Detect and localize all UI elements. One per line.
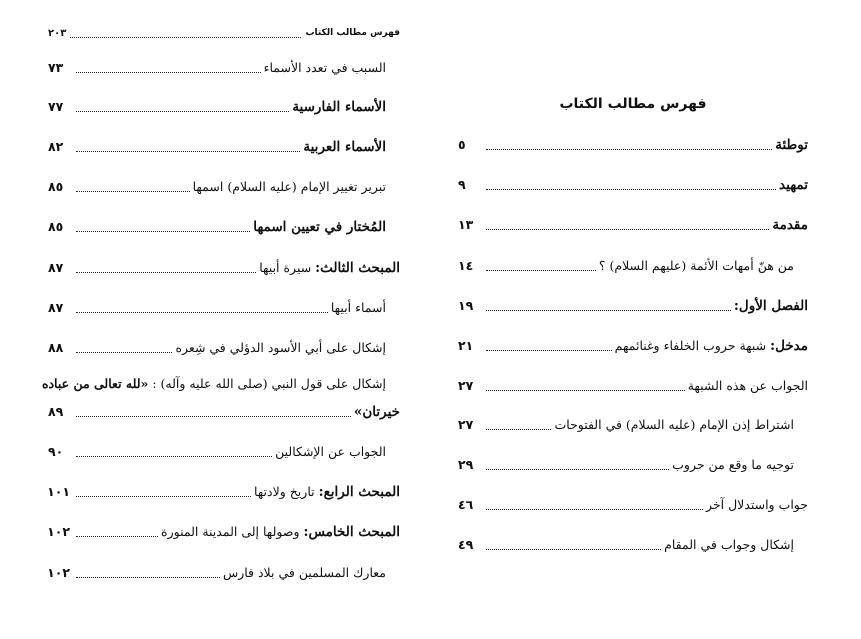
toc-entry-label [615, 336, 808, 356]
leader-dots [76, 416, 351, 417]
toc-entry[interactable] [48, 520, 400, 542]
leader-dots [486, 350, 612, 351]
leader-dots [486, 310, 731, 311]
toc-entry[interactable] [48, 336, 400, 358]
toc-entry-label [354, 402, 400, 422]
leader-dots [486, 149, 772, 150]
toc-entry[interactable] [458, 173, 808, 195]
toc-entry-page: ٨٥ [48, 219, 64, 234]
toc-entry-label: من هنّ أمهات الأئمة (عليهم السلام) ؟ [598, 258, 794, 273]
leader-dots [70, 28, 301, 38]
section-heading: المبحث الخامس: [303, 524, 400, 540]
toc-entry-page: ٧٧ [48, 99, 64, 114]
section-title: وصولها إلى المدينة المنورة [161, 524, 304, 539]
toc-entry-page: ٨٧ [48, 300, 64, 315]
toc-entry-page: ٩٠ [48, 444, 64, 459]
toc-entry-page: ١٩ [458, 298, 474, 313]
toc-entry-page: ٩ [458, 177, 466, 192]
toc-entry[interactable] [48, 215, 400, 237]
toc-entry[interactable] [458, 493, 808, 515]
toc-entry[interactable] [48, 56, 400, 78]
toc-entry[interactable] [48, 256, 400, 278]
leader-dots [76, 72, 261, 73]
toc-entry-page: ٢٧ [458, 417, 474, 432]
toc-entry-page: ٥ [458, 137, 466, 152]
toc-entry-label: السبب في تعدد الأسماء [263, 60, 386, 75]
toc-entry-page: ٨٧ [48, 260, 64, 275]
toc-entry-page: ٢٧ [458, 378, 474, 393]
toc-entry-label: أسماء أبيها [330, 300, 386, 315]
toc-entry[interactable] [458, 254, 808, 276]
section-heading: مدخل: [770, 338, 808, 354]
hadith-quote-end: خيرتان» [353, 404, 400, 420]
leader-dots [76, 272, 256, 273]
leader-dots [486, 270, 596, 271]
toc-entry-label: الجواب عن الإشكالين [275, 444, 386, 459]
toc-entry-page: ٤٦ [458, 497, 474, 512]
toc-entry-page: ٨٨ [48, 340, 64, 355]
page-title: فهرس مطالب الكتاب [559, 96, 707, 112]
leader-dots [486, 469, 669, 470]
leader-dots [76, 151, 300, 152]
leader-dots [76, 577, 220, 578]
section-title: تاريخ ولادتها [253, 484, 319, 499]
leader-dots [486, 509, 703, 510]
toc-entry-page: ٢١ [458, 338, 474, 353]
toc-entry-label: المُختار في تعيين اسمها [253, 219, 386, 235]
toc-entry-label: مقدمة [772, 217, 808, 233]
toc-entry-label: معارك المسلمين في بلاد فارس [222, 565, 386, 580]
toc-entry-page: ٢٩ [458, 457, 474, 472]
toc-entry[interactable] [48, 95, 400, 117]
toc-entry-page: ٨٢ [48, 139, 64, 154]
toc-entry[interactable] [48, 296, 400, 318]
toc-entry-page: ١٠٢ [47, 565, 70, 580]
toc-entry[interactable] [458, 294, 808, 316]
section-title: شبهة حروب الخلفاء وغنائمهم [614, 338, 771, 353]
leader-dots [486, 189, 776, 190]
toc-entry[interactable] [458, 533, 808, 555]
right-page [458, 0, 808, 639]
leader-dots [76, 231, 250, 232]
running-header [48, 24, 400, 42]
section-heading: المبحث الرابع: [318, 484, 400, 500]
toc-entry-label: اشتراط إذن الإمام (عليه السلام) في الفتوحات [554, 417, 794, 432]
running-header-page-number: ٢٠٣ [48, 27, 67, 39]
toc-entry-page: ٨٩ [48, 404, 64, 419]
toc-entry-page: ١٠١ [47, 484, 70, 499]
toc-entry-label: الفصل الأول: [733, 298, 808, 314]
leader-dots [486, 429, 551, 430]
toc-entry-page: ٧٣ [48, 60, 64, 75]
toc-entry[interactable] [458, 453, 808, 475]
toc-entry-label: توجيه ما وقع من حروب [672, 457, 794, 472]
toc-entry-wrapped-line1[interactable] [41, 374, 400, 394]
hadith-quote: «لله تعالى من عباده [41, 376, 149, 391]
toc-entry-page: ١٣ [458, 217, 474, 232]
toc-entry-label: جواب واستدلال آخر [706, 497, 808, 512]
toc-entry[interactable] [458, 374, 808, 396]
leader-dots [486, 229, 769, 230]
toc-entry-label: إشكال على أبي الأسود الدؤلي في شِعره [175, 340, 386, 355]
toc-entry-page: ١٤ [458, 258, 474, 273]
toc-entry-label [254, 482, 400, 502]
toc-entry-label: تبرير تغيير الإمام (عليه السلام) اسمها [192, 179, 386, 194]
toc-entry[interactable] [48, 440, 400, 462]
running-header-title: فهرس مطالب الكتاب [305, 28, 400, 38]
toc-entry-label: الجواب عن هذه الشبهة [687, 378, 808, 393]
leader-dots [486, 390, 685, 391]
leader-dots [76, 496, 251, 497]
toc-entry-page: ٤٩ [458, 537, 474, 552]
toc-entry[interactable] [48, 561, 400, 583]
leader-dots [76, 352, 172, 353]
left-page [41, 0, 400, 639]
toc-entry-label: الأسماء الفارسية [292, 99, 386, 115]
leader-dots [76, 456, 272, 457]
toc-entry[interactable] [458, 213, 808, 235]
toc-entry[interactable] [458, 413, 808, 435]
toc-entry[interactable] [48, 480, 400, 502]
section-title: سيرة أبيها [259, 260, 316, 275]
toc-entry-label: الأسماء العربية [303, 139, 386, 155]
leader-dots [486, 549, 661, 550]
toc-entry-label: تمهيد [779, 177, 808, 193]
toc-entry[interactable] [48, 175, 400, 197]
leader-dots [76, 191, 190, 192]
toc-entry[interactable] [458, 334, 808, 356]
toc-entry[interactable] [458, 133, 808, 155]
toc-entry-label [259, 258, 400, 278]
section-heading: المبحث الثالث: [315, 260, 400, 276]
leader-dots [76, 111, 289, 112]
toc-entry-page: ٨٥ [48, 179, 64, 194]
toc-entry-label: توطئة [775, 137, 808, 153]
leader-dots [76, 312, 328, 313]
toc-entry-label: إشكال وجواب في المقام [664, 537, 794, 552]
toc-entry-label: إشكال على قول النبي (صلى الله عليه وآله) : [148, 376, 386, 391]
toc-entry-wrapped-line2[interactable] [48, 400, 400, 422]
leader-dots [76, 536, 158, 537]
toc-entry-label [161, 522, 400, 542]
toc-entry-page: ١٠٢ [47, 524, 70, 539]
toc-entry[interactable] [48, 135, 400, 157]
